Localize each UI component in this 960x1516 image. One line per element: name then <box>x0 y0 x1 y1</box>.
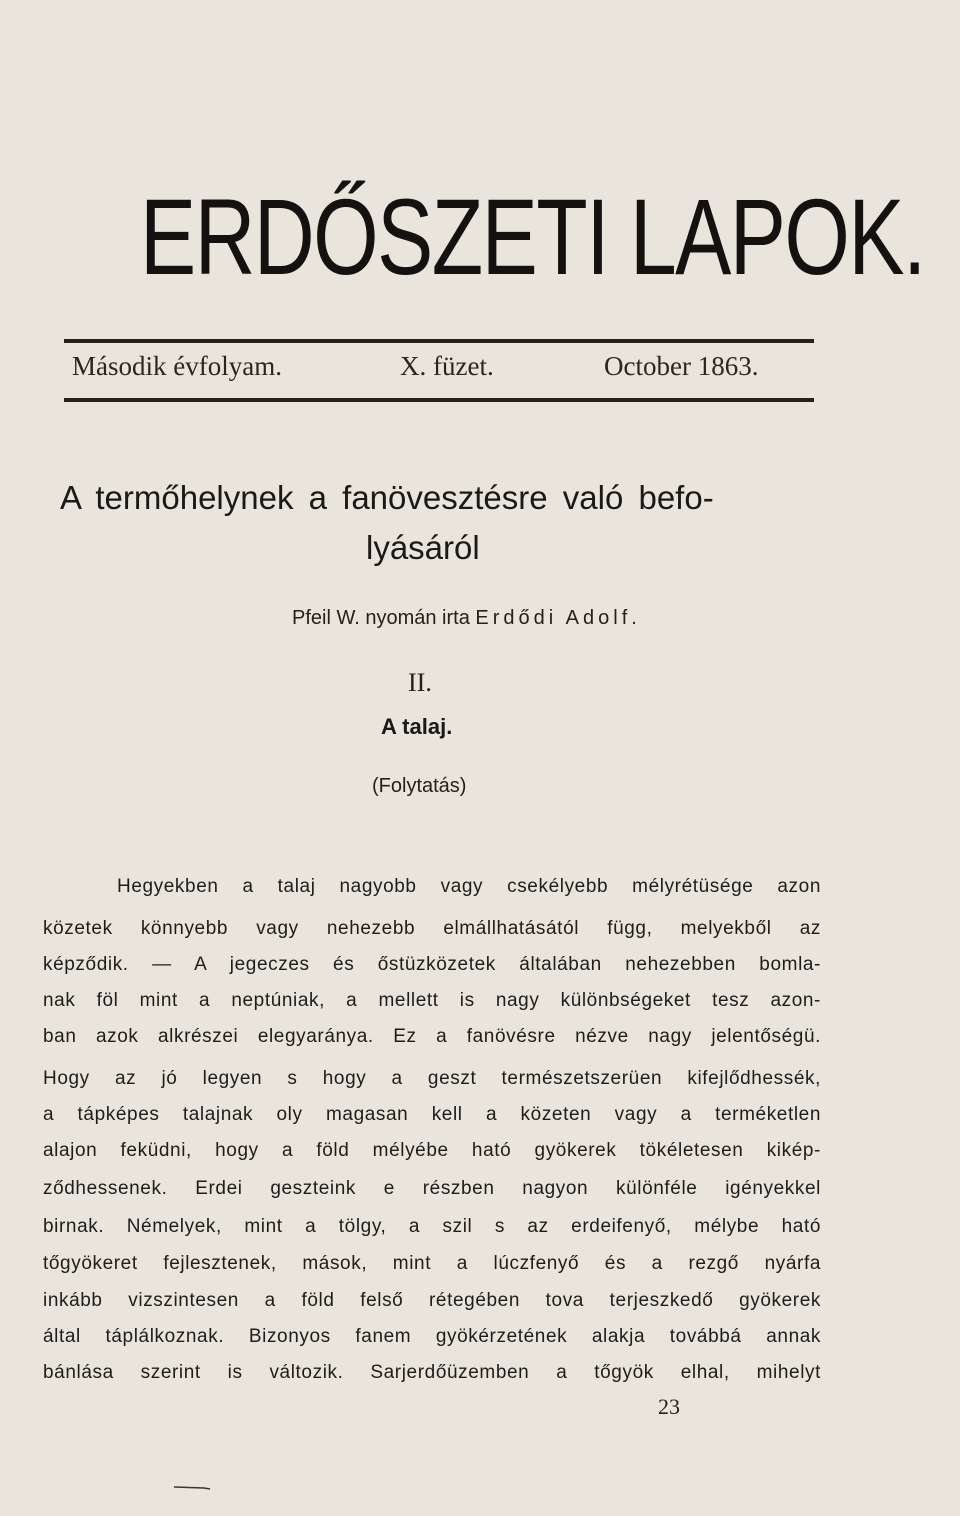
body-line: Hogy az jó legyen s hogy a geszt természetszerüen kifejlődhessék, <box>43 1068 821 1089</box>
body-line: bánlása szerint is változik. Sarjerdőüzemben a tőgyök elhal, mihelyt <box>43 1362 821 1383</box>
body-line: alajon feküdni, hogy a föld mélyébe ható gyökerek tökéletesen kikép- <box>43 1140 821 1161</box>
section-number: II. <box>408 668 432 697</box>
body-line: birnak. Némelyek, mint a tölgy, a szil s az erdeifenyő, mélybe ható <box>43 1216 821 1237</box>
issue-date: October 1863. <box>604 351 759 381</box>
body-line: ban azok alkrészei elegyaránya. Ez a fanövésre nézve nagy jelentőségü. <box>43 1026 821 1047</box>
article-title-line-1: A termőhelynek a fanövesztésre való befo- <box>60 479 714 516</box>
page-number: 23 <box>658 1394 680 1419</box>
header-rule-bottom <box>64 398 814 402</box>
body-line: ződhessenek. Erdei geszteink e részben nagyon különféle igényekkel <box>43 1178 821 1199</box>
article-title-line-2: lyásáról <box>366 529 480 566</box>
article-byline <box>292 603 641 633</box>
header-rule-top <box>64 339 814 343</box>
section-title: A talaj. <box>381 714 453 739</box>
body-line: a tápképes talajnak oly magasan kell a közeten vagy a terméketlen <box>43 1104 821 1125</box>
body-line: tőgyökeret fejlesztenek, mások, mint a lúczfenyő és a rezgő nyárfa <box>43 1253 821 1274</box>
masthead-title: ERDŐSZETI LAPOK. <box>140 176 925 297</box>
issue-number: X. füzet. <box>400 351 494 381</box>
body-line: közetek könnyebb vagy nehezebb elmállhatásától függ, melyekből az <box>43 918 821 939</box>
body-line: nak föl mint a neptúniak, a mellett is nagy különbségeket tesz azon- <box>43 990 821 1011</box>
issue-volume: Második évfolyam. <box>72 351 282 381</box>
scan-smudge <box>174 1484 214 1490</box>
byline-author: Erdődi Adolf. <box>475 607 641 629</box>
body-line: Hegyekben a talaj nagyobb vagy csekélyebb mélyrétüsége azon <box>117 876 821 897</box>
byline-prefix: Pfeil W. nyomán irta <box>292 607 470 629</box>
body-line: inkább vizszintesen a föld felső rétegében tova terjeszkedő gyökerek <box>43 1290 821 1311</box>
body-line: képződik. — A jegeczes és őstüzközetek általában nehezebben bomla- <box>43 954 821 975</box>
continued-note: (Folytatás) <box>372 775 467 797</box>
body-line: által táplálkoznak. Bizonyos fanem gyökérzetének alakja továbbá annak <box>43 1326 821 1347</box>
